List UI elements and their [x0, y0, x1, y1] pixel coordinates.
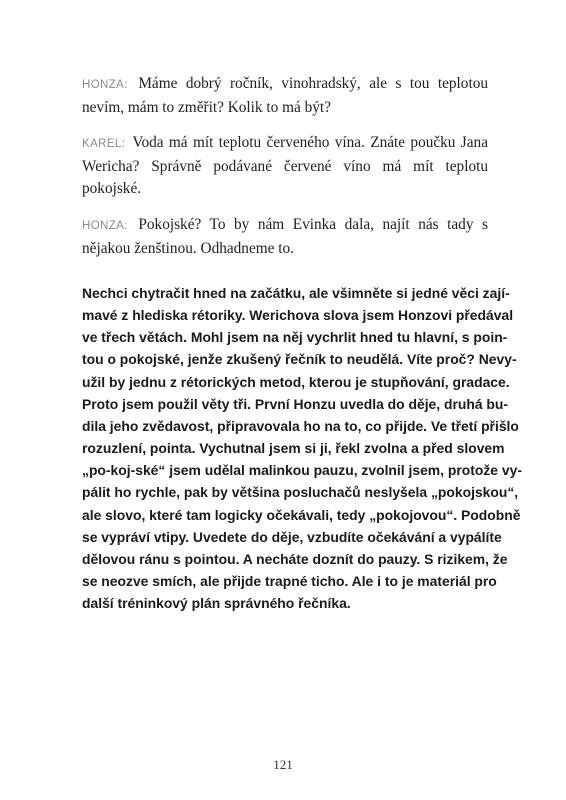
commentary-line: se vypráví vtipy. Uvedete do děje, vzbudíte očekávání a vypálíte: [82, 528, 502, 545]
dialogue-line-honza-1: [82, 73, 488, 119]
dialogue-line-karel: [82, 132, 488, 201]
page-number: 121: [273, 757, 293, 772]
dialogue-line-honza-2: [82, 214, 488, 260]
speaker-label: HONZA:: [82, 220, 128, 232]
commentary-line: mavé z hlediska rétoriky. Werichova slova jsem Honzovi předával: [82, 307, 514, 324]
commentary-line: rozuzlení, pointa. Vychutnal jsem si ji, řekl zvolna a před slovem: [82, 440, 505, 457]
commentary-line: dělovou ránu s pointou. A necháte doznít do pauzy. S rizikem, že: [82, 550, 508, 567]
dialogue-text: Pokojské? To by nám Evinka dala, najít nás tady s nějakou ženštinou. Odhadneme to.: [82, 216, 488, 257]
commentary-line: pálit ho rychle, pak by většina posluchačů neslyšela „pokojskou“,: [82, 484, 519, 501]
dialogue-text: Máme dobrý ročník, vinohradský, ale s tou teplotou nevím, mám to změřit? Kolik to má být?: [82, 75, 488, 116]
commentary-line: se neozve smích, ale přijde trapné ticho. Ale i to je materiál pro: [82, 573, 497, 590]
commentary-line: ale slovo, které tam logicky očekávali, tedy „pokojovou“. Podobně: [82, 506, 521, 523]
commentary-line: dila jeho zvědavost, připravovala ho na to, co přijde. Ve třetí přišlo: [82, 417, 519, 434]
commentary-line: ve třech větách. Mohl jsem na něj vychrlit hned tu hlavní, s poin-: [82, 329, 508, 346]
commentary-line: Proto jsem použil věty tři. První Honzu uvedla do děje, druhá bu-: [82, 395, 509, 412]
commentary-line: Nechci chytračit hned na začátku, ale všimněte si jedné věci zají-: [82, 285, 510, 301]
commentary-line: „po-koj-ské“ jsem udělal malinkou pauzu, zvolnil jsem, protože vy-: [82, 462, 522, 479]
speaker-label: HONZA:: [82, 79, 128, 91]
commentary-line: tou o pokojské, jenže zkušený řečník to neudělá. Víte proč? Nevy-: [82, 351, 517, 368]
commentary-line: další tréninkový plán správného řečníka.: [82, 595, 351, 612]
author-commentary: [82, 282, 522, 614]
commentary-line: užil by jednu z rétorických metod, kterou je stupňování, gradace.: [82, 373, 510, 390]
dialogue-text: Voda má mít teplotu červeného vína. Znáte poučku Jana Wericha? Správně podávané červené víno má mít teplotu pokojské.: [82, 134, 488, 197]
speaker-label: KAREL:: [82, 138, 126, 150]
